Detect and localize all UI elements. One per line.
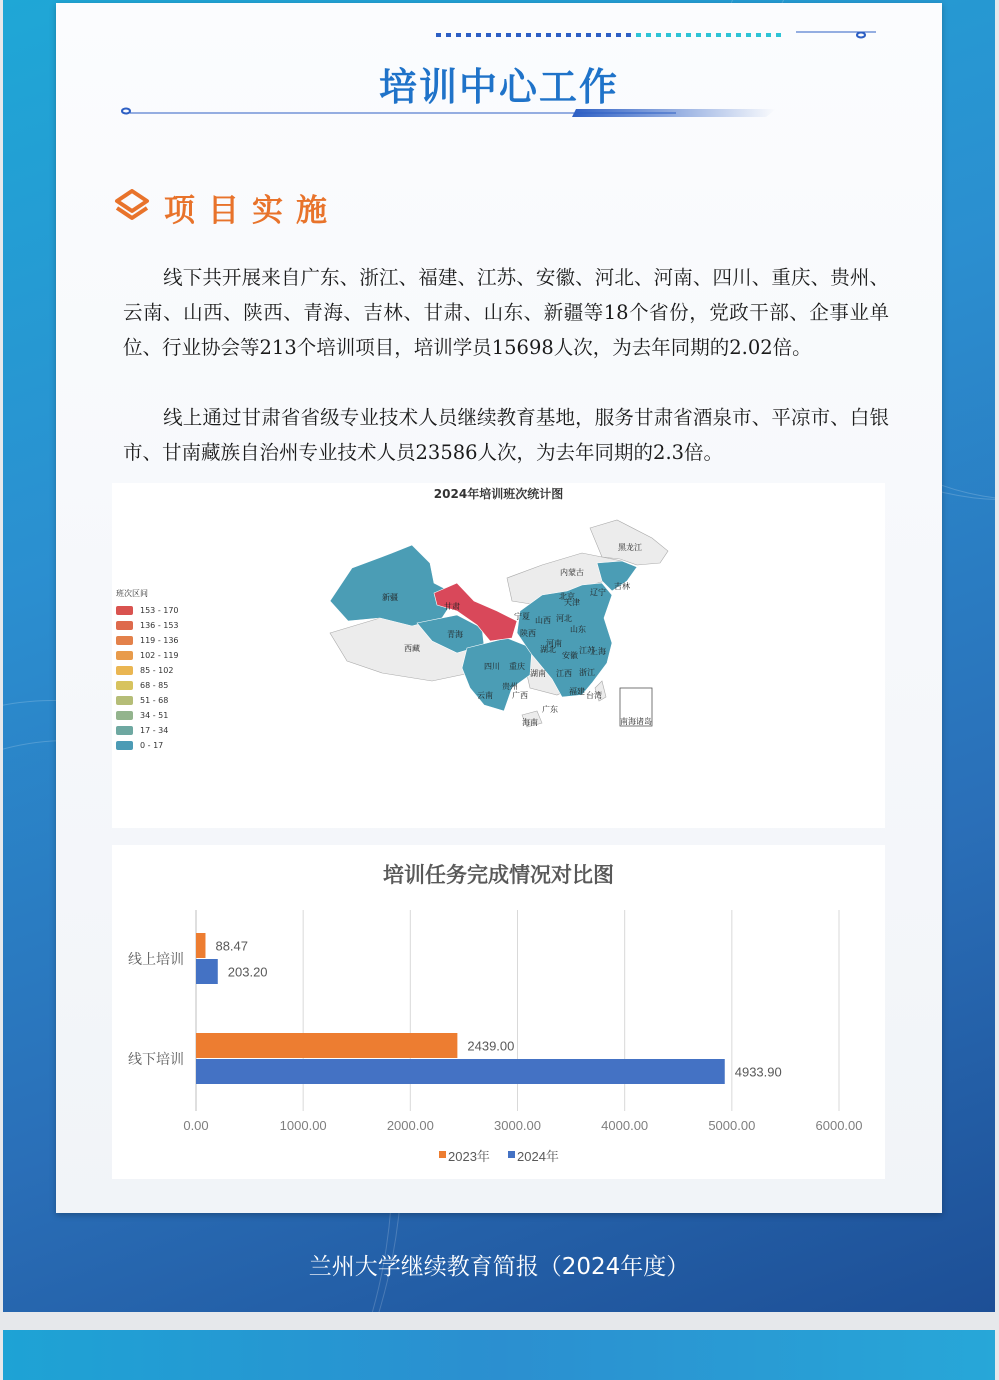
- map-label: 辽宁: [590, 588, 606, 597]
- bar: [196, 933, 205, 958]
- x-tick-label: 3000.00: [494, 1118, 541, 1133]
- legend-label: 102 - 119: [140, 651, 179, 660]
- page-title: 培训中心工作: [378, 65, 619, 109]
- legend-label: 2024年: [517, 1149, 559, 1164]
- map-label: 河南: [546, 639, 562, 648]
- legend-label: 2023年: [448, 1149, 490, 1164]
- map-label: 青海: [447, 630, 463, 639]
- map-label: 上海: [590, 647, 606, 656]
- legend-label: 34 - 51: [140, 711, 169, 720]
- x-tick-label: 6000.00: [815, 1118, 863, 1133]
- map-label: 重庆: [509, 662, 525, 671]
- map-label: 山西: [535, 616, 551, 625]
- bar: [196, 1059, 725, 1084]
- legend-label: 136 - 153: [140, 621, 179, 630]
- x-tick-label: 1000.00: [279, 1118, 327, 1133]
- map-panel: [112, 483, 885, 828]
- legend-label: 153 - 170: [140, 606, 179, 615]
- paragraph-online-text: 线上通过甘肃省省级专业技术人员继续教育基地，服务甘肃省酒泉市、平凉市、白银市、甘南藏族自治州专业技术人员23586人次，为去年同期的2.3倍。: [123, 406, 889, 464]
- x-tick-label: 4000.00: [601, 1118, 649, 1133]
- map-label: 云南: [477, 691, 493, 700]
- map-label: 内蒙古: [560, 568, 584, 577]
- x-tick-label: 0.00: [183, 1118, 209, 1133]
- region-southwest: [462, 638, 532, 711]
- bar-chart-panel: [112, 845, 885, 1179]
- map-label: 黑龙江: [618, 543, 642, 552]
- legend-label: 85 - 102: [140, 666, 174, 675]
- bar: [196, 959, 218, 984]
- data-label: 2439.00: [467, 1038, 515, 1054]
- map-label: 新疆: [382, 593, 398, 602]
- map-label: 安徽: [562, 651, 578, 660]
- x-tick-label: 5000.00: [708, 1118, 756, 1133]
- map-label: 福建: [569, 687, 585, 696]
- map-label: 海南: [522, 718, 538, 727]
- legend-swatch: [508, 1151, 515, 1158]
- map-label: 山东: [570, 625, 586, 634]
- bar-chart: [112, 845, 885, 1179]
- map-label: 湖北: [540, 645, 556, 654]
- legend-title: 班次区间: [116, 589, 148, 598]
- legend-swatch: [439, 1151, 446, 1158]
- x-tick-label: 2000.00: [386, 1118, 434, 1133]
- map-label: 广西: [512, 691, 528, 700]
- bar: [196, 1033, 457, 1058]
- section-title: 项目实施: [164, 193, 340, 229]
- map-label: 贵州: [502, 682, 518, 691]
- map-label: 河北: [556, 614, 572, 623]
- y-category-label: 线上培训: [128, 952, 184, 968]
- map-label: 广东: [542, 705, 558, 714]
- data-label: 203.20: [227, 964, 268, 980]
- map-label: 湖南: [530, 669, 546, 678]
- map-label: 江西: [556, 669, 572, 678]
- data-label: 4933.90: [734, 1064, 782, 1080]
- china-map: [112, 483, 885, 828]
- map-label: 浙江: [579, 668, 595, 677]
- map-label: 台湾: [586, 691, 602, 700]
- map-label: 吉林: [614, 582, 630, 591]
- paragraph-offline: [123, 260, 889, 365]
- map-label: 宁夏: [514, 612, 530, 621]
- legend-label: 51 - 68: [140, 696, 169, 705]
- map-label: 天津: [564, 598, 580, 607]
- paragraph-offline-text: 线下共开展来自广东、浙江、福建、江苏、安徽、河北、河南、四川、重庆、贵州、云南、山西、陕西、青海、吉林、甘肃、山东、新疆等18个省份，党政干部、企事业单位、行业协会等213个培训项目，培训学员15698人次，为去年同期的2.02倍。: [123, 266, 889, 359]
- legend-label: 119 - 136: [140, 636, 179, 645]
- map-label: 南海诸岛: [620, 717, 652, 726]
- legend-label: 17 - 34: [140, 726, 169, 735]
- legend-label: 68 - 85: [140, 681, 169, 690]
- y-category-label: 线下培训: [128, 1052, 184, 1068]
- map-label: 西藏: [404, 644, 420, 653]
- data-label: 88.47: [215, 938, 249, 954]
- map-label: 北京: [559, 592, 575, 601]
- next-page-strip: [3, 1330, 995, 1380]
- layers-icon: [114, 189, 150, 221]
- map-label: 陕西: [520, 629, 536, 638]
- map-label: 江苏: [579, 646, 595, 655]
- paragraph-online: [123, 400, 889, 470]
- legend-label: 0 - 17: [140, 741, 164, 750]
- chart-title: 培训任务完成情况对比图: [383, 863, 614, 887]
- map-title: 2024年培训班次统计图: [433, 487, 564, 501]
- footer-text: 兰州大学继续教育简报（2024年度）: [308, 1254, 690, 1280]
- map-label: 甘肃: [444, 602, 460, 611]
- map-label: 四川: [484, 662, 500, 671]
- region-xinjiang: [330, 545, 457, 626]
